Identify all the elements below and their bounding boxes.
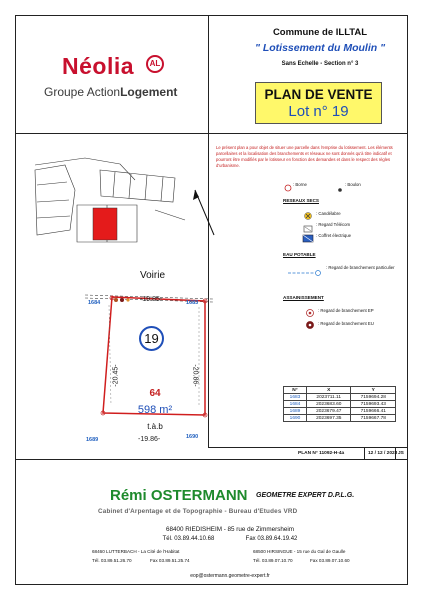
- regard-telecom-icon: [303, 220, 313, 228]
- legend-regard-ep: : Regard de branchement EP: [318, 308, 374, 313]
- coordinates-table: [283, 386, 396, 422]
- legend-assainissement: ASSAINISSEMENT: [283, 295, 324, 300]
- dist-right: -20.86-: [191, 364, 199, 387]
- borne-icon: [283, 180, 293, 190]
- logo-group-prefix: Groupe Action: [44, 85, 121, 99]
- sale-lot: Lot n° 19: [288, 103, 349, 120]
- legend-regard-eu: : Regard de branchement EU: [318, 321, 374, 326]
- lot-zone: t.à.b: [147, 422, 163, 431]
- logo-group: [44, 85, 178, 99]
- surveyor-fax: Fax 03.89.64.19.42: [245, 536, 298, 542]
- lot-number-badge: 19: [139, 326, 164, 351]
- surveyor-subtitle: Cabinet d'Arpentage et de Topographie - Bureau d'Etudes VRD: [98, 508, 298, 515]
- disclaimer-text: Le présent plan a pour objet de situer une parcelle dans l'emprise du lotissement. Les éléments parcellaires et la localisation des branchements et réseaux ne sont donnés qu'à titre indicatif et pourront être modifiés par le lotisseur en fonction des demandes et dans le respect des règles d'urbanisme.: [216, 145, 393, 168]
- table-row: [284, 401, 396, 408]
- dist-left-value: 20.45: [112, 366, 120, 385]
- logo-mark: AL: [146, 55, 164, 73]
- coords-point: 1684: [284, 401, 307, 408]
- plan-ref-sep-1: [364, 447, 365, 459]
- neolia-logo: [42, 45, 178, 109]
- footer-divider: [15, 459, 408, 460]
- sale-box: [255, 82, 382, 124]
- voirie-label: Voirie: [140, 270, 166, 281]
- office2-fax: Fax 03.89.07.10.60: [310, 558, 350, 563]
- dist-bottom-value: 19.86: [140, 436, 158, 443]
- legend-boulon: : Boulon: [345, 182, 361, 187]
- logo-brand: Néolia: [62, 53, 135, 79]
- coords-x: 2023679.47: [306, 408, 351, 415]
- commune-title: Commune de ILLTAL: [272, 27, 368, 38]
- lot-area: 598 m²: [137, 404, 173, 416]
- echelle-section: Sans Echelle - Section n° 3: [281, 61, 359, 67]
- surveyor-email[interactable]: eop@ostermann.geometre-expert.fr: [190, 573, 270, 579]
- coords-y: 7159694.28: [351, 394, 396, 401]
- coords-point: 1689: [284, 408, 307, 415]
- dist-right-value: 20.86: [191, 366, 199, 385]
- lot-label: 64: [149, 388, 161, 399]
- corner-1690: 1690: [186, 434, 199, 440]
- north-arrow-icon: [190, 185, 220, 240]
- legend-regard-telecom: : Regard Télécom: [316, 222, 351, 227]
- coords-x: 2023683.60: [306, 401, 351, 408]
- surveyor-address: 68400 RIEDISHEIM - 85 rue de Zimmersheim: [165, 526, 295, 533]
- coords-x: 2023697.35: [306, 415, 351, 422]
- header-vertical-divider: [208, 15, 209, 133]
- dist-bottom: -19.86-: [138, 436, 161, 443]
- coords-y: 7159666.41: [351, 408, 396, 415]
- coords-point: 1690: [284, 415, 307, 422]
- candelabre-icon: [303, 208, 313, 218]
- dist-top-value: 19.85: [142, 296, 160, 303]
- table-row: [284, 415, 396, 422]
- regard-eu-icon: [305, 317, 315, 327]
- sale-title: PLAN DE VENTE: [264, 87, 373, 102]
- corner-1689: 1689: [86, 437, 99, 443]
- coords-point: 1683: [284, 394, 307, 401]
- legend-candelabre: : Candélabre: [316, 211, 341, 216]
- table-row: [284, 394, 396, 401]
- office2-address: 68500 HIRSINGUE - 15 rue du Gal de Gaulle: [253, 549, 346, 554]
- surveyor-phone-line: [80, 536, 380, 542]
- plan-date: 12 / 12 / 2023: [368, 451, 398, 456]
- coords-header-x: X: [306, 387, 351, 394]
- location-map: [25, 150, 205, 260]
- coords-header-y: Y: [351, 387, 396, 394]
- legend-coffret: : Coffret électrique: [316, 233, 352, 238]
- logo-group-bold: Logement: [120, 85, 178, 99]
- legend-regard-eau: [326, 265, 395, 271]
- coords-header-n: N°: [284, 387, 307, 394]
- coffret-icon: [302, 230, 314, 239]
- plan-number: PLAN N° 11092-H-4a: [298, 451, 345, 456]
- office1-tel: Tél. 03.89.51.26.70: [92, 558, 132, 563]
- dist-top: -19.85-: [140, 296, 163, 303]
- corner-1684: 1684: [88, 300, 101, 306]
- legend-borne: : Borne: [293, 182, 307, 187]
- coords-header-row: [284, 387, 396, 394]
- office1-fax: Fax 03.89.51.25.74: [150, 558, 190, 563]
- coords-y: 7159693.43: [351, 401, 396, 408]
- legend-eau-potable: EAU POTABLE: [283, 252, 316, 257]
- lotissement-name: " Lotissement du Moulin ": [254, 42, 386, 54]
- legend-regard-eau-text: : Regard de branchement particulier: [326, 265, 395, 270]
- dist-left: -20.45-: [112, 364, 120, 387]
- boulon-icon: [336, 181, 344, 189]
- office2-tel: Tél. 03.89.07.10.70: [253, 558, 293, 563]
- table-row: [284, 408, 396, 415]
- surveyor-tel: Tél. 03.89.44.10.68: [162, 536, 215, 542]
- coords-y: 7159667.78: [351, 415, 396, 422]
- plan-ref-divider-top: [208, 447, 408, 448]
- surveyor-title: GEOMETRE EXPERT D.P.L.G.: [256, 492, 355, 499]
- header-divider: [15, 133, 408, 134]
- regard-ep-icon: [305, 305, 315, 315]
- legend-reseaux-secs: RESEAUX SECS: [283, 198, 319, 203]
- regard-eau-icon: [288, 264, 324, 272]
- office1-address: 68460 LUTTERBACH - La Cité de l'Habitat: [92, 549, 180, 554]
- surveyor-name: Rémi OSTERMANN: [110, 487, 248, 504]
- plan-initials: JS: [398, 451, 404, 456]
- lot-19-location: [93, 208, 117, 240]
- coords-x: 2023711.11: [306, 394, 351, 401]
- corner-1683: 1683: [186, 300, 199, 306]
